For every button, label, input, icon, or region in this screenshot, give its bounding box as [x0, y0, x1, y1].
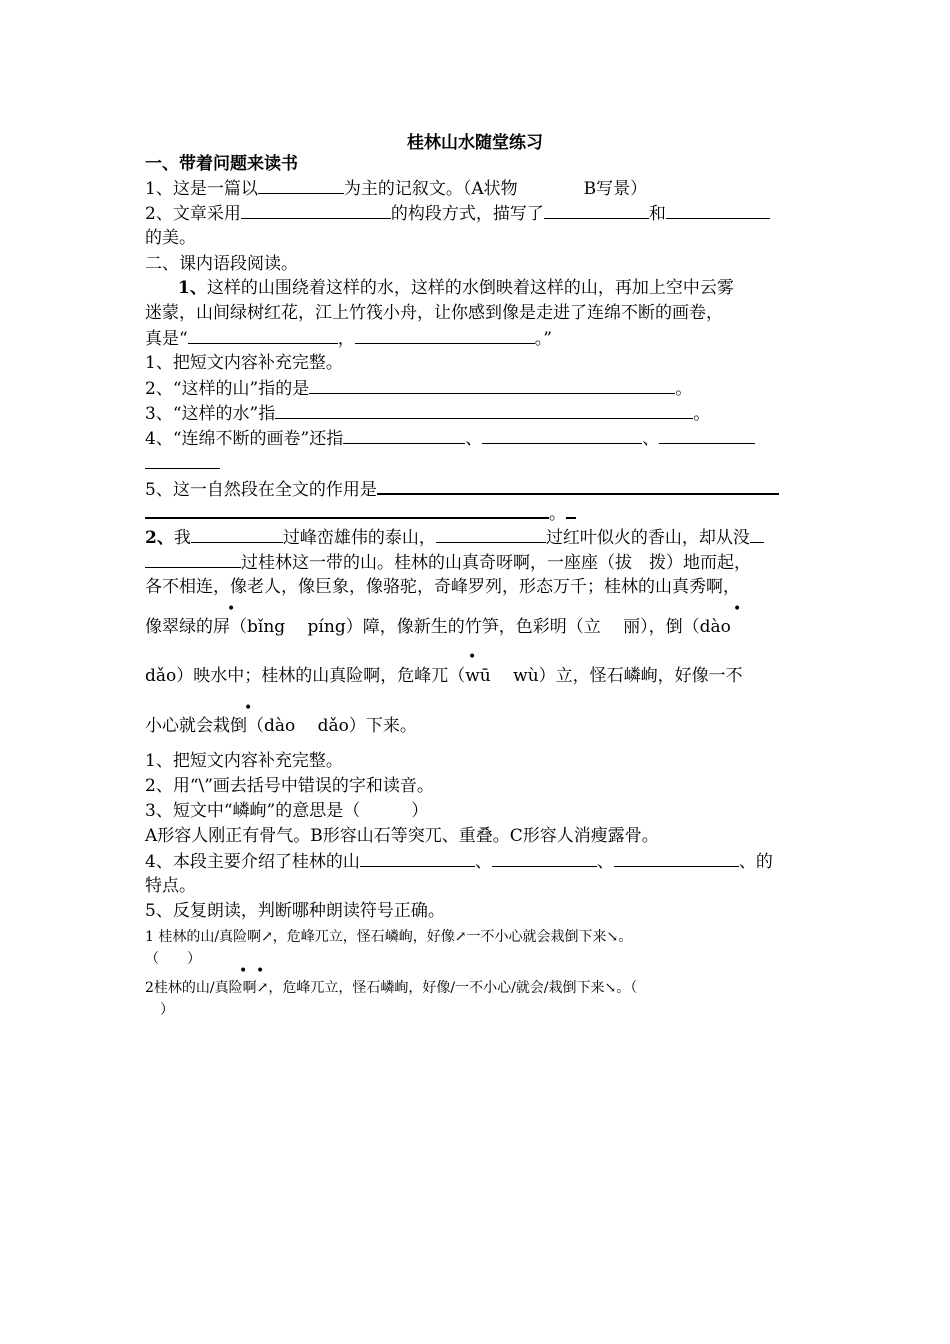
blank[interactable]: [191, 526, 283, 543]
s1-question-2: 2、文章采用 的构段方式，描写了 和: [145, 202, 770, 225]
p2-question-2: 2、用“\”画去括号中错误的字和读音。: [145, 776, 434, 796]
p2-question-3-options: A形容人刚正有骨气。B形容山石等突兀、重叠。C形容人消瘦露骨。: [145, 826, 659, 846]
blank[interactable]: [666, 202, 770, 219]
p1-question-3: 3、“这样的水”指 。: [145, 404, 711, 424]
blank[interactable]: [659, 427, 755, 444]
p1-line-2: 迷蒙，山间绿树红花，江上竹筏小舟，让你感到像是走进了连绵不断的画卷，: [145, 303, 723, 323]
p2-question-3: 3、短文中“嶙峋”的意思是（ ）: [145, 801, 429, 821]
blank[interactable]: [614, 850, 739, 867]
p2-question-5: 5、反复朗读，判断哪种朗读符号正确。: [145, 901, 445, 921]
p1-line-3: 真是“ ， 。”: [145, 329, 552, 349]
emphasis-dot: •: [244, 700, 253, 716]
blank[interactable]: [241, 202, 391, 219]
blank[interactable]: [188, 327, 338, 344]
blank[interactable]: [309, 377, 675, 394]
emphasis-dot: •: [227, 601, 236, 617]
blank[interactable]: [377, 477, 779, 495]
section1-heading: 一、带着问题来读书: [145, 154, 298, 174]
p1-question-2: 2、“这样的山”指的是 。: [145, 379, 693, 399]
p2-question-1: 1、把短文内容补充完整。: [145, 751, 343, 771]
p2-question-4: 4、本段主要介绍了桂林的山 、 、 、的: [145, 852, 773, 872]
p1-question-5-cont: 。: [145, 501, 576, 525]
p1-question-5: 5、这一自然段在全文的作用是: [145, 477, 779, 501]
blank[interactable]: [145, 452, 220, 469]
blank[interactable]: [355, 327, 535, 344]
p2-line-3: 各不相连，像老人，像巨象，像骆驼，奇峰罗列，形态万千；桂林的山真秀啊，: [145, 577, 740, 597]
blank[interactable]: [482, 427, 642, 444]
p2-question-5-paren-1[interactable]: （ ）: [145, 951, 201, 967]
p1-question-1: 1、把短文内容补充完整。: [145, 353, 343, 373]
emphasis-dot: •: [239, 963, 248, 979]
blank[interactable]: [750, 526, 764, 543]
p1-question-4-cont: [145, 452, 220, 475]
blank[interactable]: [258, 177, 344, 194]
p2-line-5: dǎo）映水中；桂林的山真险啊，危峰兀（wū wù）立，怪石嶙峋，好像一不: [145, 666, 743, 686]
p2-question-5-option-2: 2桂林的山/真险啊↗，危峰兀立，怪石嶙峋，好像/一不小心/就会/栽倒下来↘。（: [145, 980, 638, 996]
p1-question-4: 4、“连绵不断的画卷”还指 、 、: [145, 427, 755, 450]
p2-question-4-cont: 特点。: [145, 876, 196, 896]
emphasis-dot: •: [256, 963, 265, 979]
emphasis-dot: •: [468, 649, 477, 665]
page-title: 桂林山水随堂练习: [407, 133, 543, 153]
s1-question-1: 1、这是一篇以 为主的记叙文。（A状物 B写景）: [145, 179, 648, 199]
section2-heading: 二、课内语段阅读。: [145, 254, 298, 274]
p2-question-5-paren-2[interactable]: ）: [160, 1002, 174, 1018]
p2-line-6: 小心就会栽倒（dào dǎo）下来。: [145, 716, 417, 736]
blank[interactable]: [436, 526, 546, 543]
blank[interactable]: [275, 402, 693, 419]
p2-question-5-option-1: 1 桂林的山/真险啊↗，危峰兀立，怪石嶙峋，好像↗一不小心就会栽倒下来↘。: [145, 929, 633, 945]
blank[interactable]: [145, 501, 549, 519]
blank[interactable]: [544, 202, 649, 219]
p2-line-4: 像翠绿的屏（bǐng píng）障，像新生的竹笋，色彩明（立 丽），倒（dào: [145, 617, 731, 637]
blank[interactable]: [360, 850, 475, 867]
p2-line-1: 2、我 过峰峦雄伟的泰山， 过红叶似火的香山，却从没: [145, 526, 764, 549]
p1-line-1: 1、这样的山围绕着这样的水，这样的水倒映着这样的山，再加上空中云雾: [178, 278, 734, 298]
s1-question-2-cont: 的美。: [145, 228, 196, 248]
emphasis-dot: •: [733, 601, 742, 617]
blank[interactable]: [492, 850, 597, 867]
blank[interactable]: [145, 551, 241, 568]
p2-line-2: 过桂林这一带的山。桂林的山真奇呀啊，一座座（拔 拨）地而起，: [145, 551, 751, 574]
blank[interactable]: [343, 427, 465, 444]
